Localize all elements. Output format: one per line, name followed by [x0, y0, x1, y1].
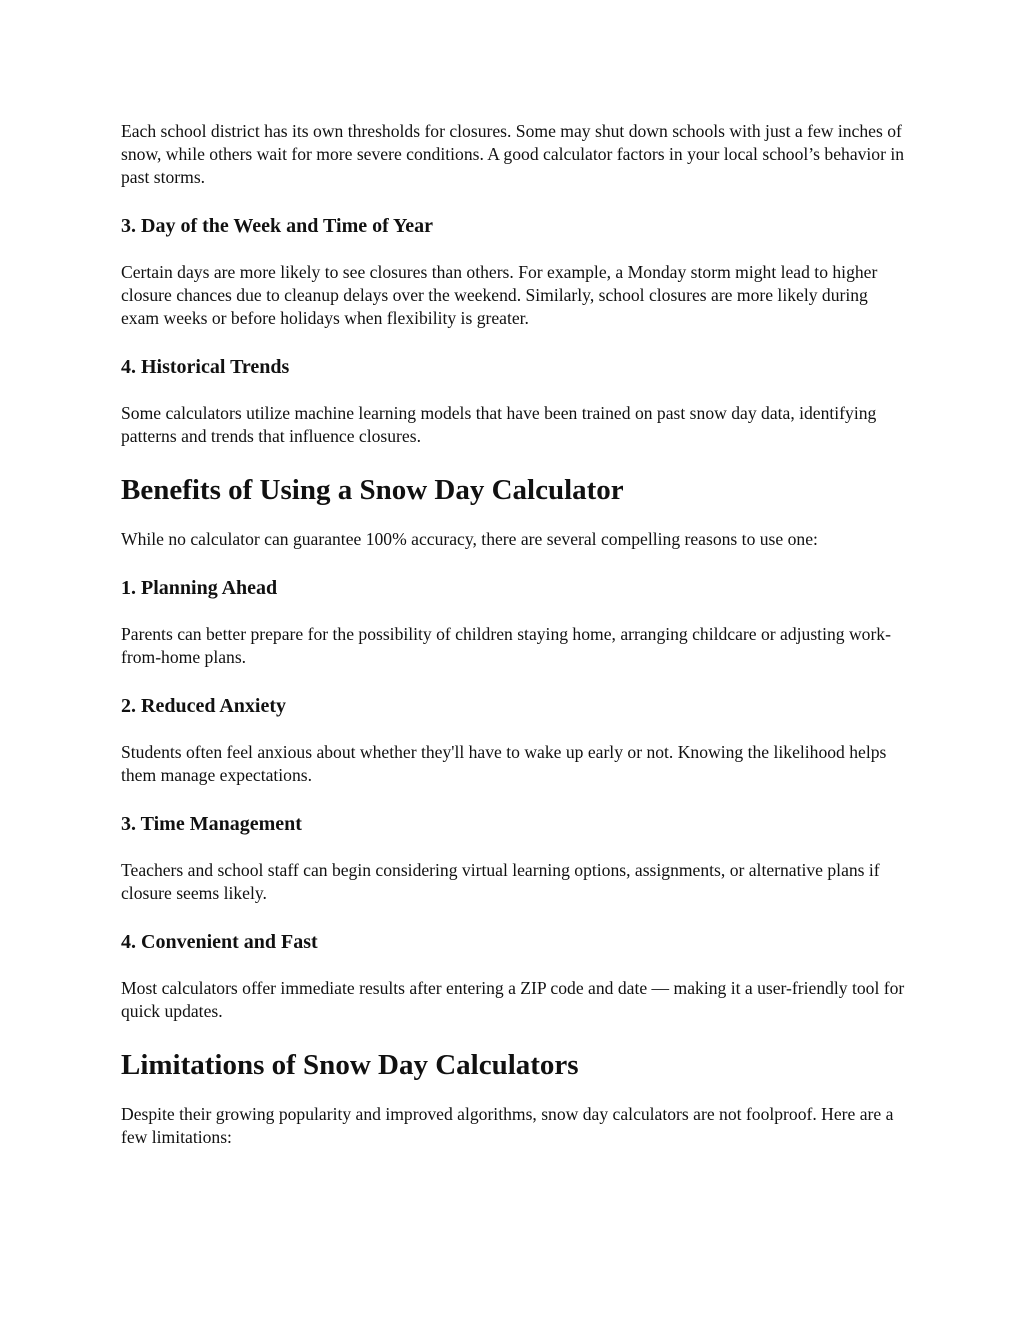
paragraph-day-of-week: Certain days are more likely to see closures than others. For example, a Monday storm might lead to higher closure chances due to cleanup delays over the weekend. Similarly, school closures are more likely during exam weeks or before holidays when flexibility is greater.	[121, 262, 878, 328]
heading-convenient-fast: 4. Convenient and Fast	[121, 931, 318, 953]
heading-limitations: Limitations of Snow Day Calculators	[121, 1049, 579, 1081]
paragraph-time-management: Teachers and school staff can begin considering virtual learning options, assignments, or alternative plans if closure seems likely.	[121, 860, 880, 903]
paragraph-reduced-anxiety: Students often feel anxious about whether they'll have to wake up early or not. Knowing the likelihood helps them manage expectations.	[121, 742, 887, 785]
paragraph-limitations-intro: Despite their growing popularity and improved algorithms, snow day calculators are not foolproof. Here are a few limitations:	[121, 1104, 894, 1147]
heading-day-of-week: 3. Day of the Week and Time of Year	[121, 215, 434, 237]
heading-planning-ahead: 1. Planning Ahead	[121, 577, 278, 599]
paragraph-planning-ahead: Parents can better prepare for the possibility of children staying home, arranging childcare or adjusting work-from-home plans.	[121, 624, 891, 667]
paragraph-district-thresholds: Each school district has its own thresholds for closures. Some may shut down schools with just a few inches of snow, while others wait for more severe conditions. A good calculator factors in your local school’s behavior in past storms.	[121, 121, 905, 187]
heading-time-management: 3. Time Management	[121, 813, 302, 835]
document-page	[121, 120, 906, 1149]
paragraph-benefits-intro: While no calculator can guarantee 100% accuracy, there are several compelling reasons to use one:	[121, 529, 818, 549]
paragraph-convenient-fast: Most calculators offer immediate results after entering a ZIP code and date — making it a user-friendly tool for quick updates.	[121, 978, 905, 1021]
heading-historical-trends: 4. Historical Trends	[121, 356, 290, 378]
heading-reduced-anxiety: 2. Reduced Anxiety	[121, 695, 286, 717]
paragraph-historical-trends: Some calculators utilize machine learning models that have been trained on past snow day data, identifying patterns and trends that influence closures.	[121, 403, 877, 446]
heading-benefits: Benefits of Using a Snow Day Calculator	[121, 474, 624, 506]
